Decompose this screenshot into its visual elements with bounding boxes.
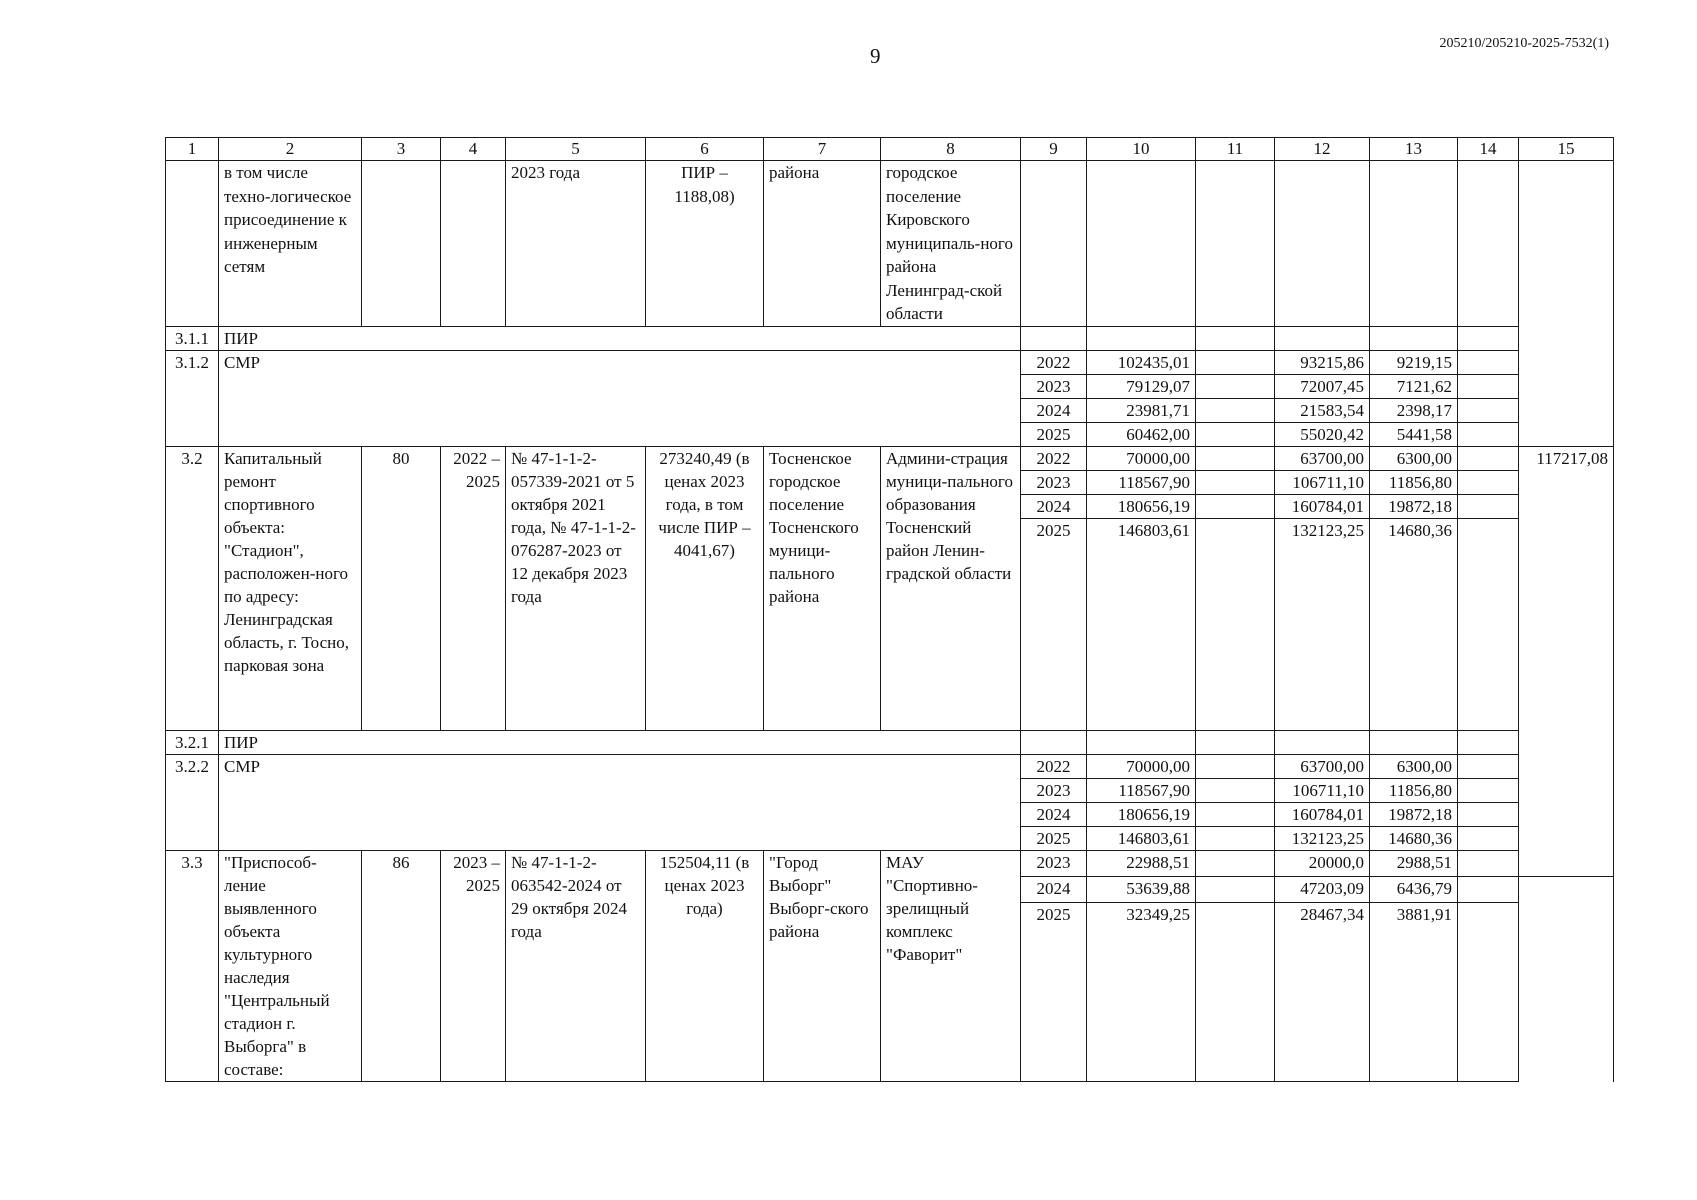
year: 2022 — [1021, 754, 1087, 778]
year: 2022 — [1021, 350, 1087, 374]
regional-value: 160784,01 — [1275, 802, 1370, 826]
header-cell: 2 — [219, 138, 362, 161]
total-value: 146803,61 — [1087, 518, 1196, 730]
year: 2025 — [1021, 422, 1087, 446]
municipality: "Город Выборг" Выборг-ского района — [764, 850, 881, 1081]
total-value: 70000,00 — [1087, 446, 1196, 470]
row-number: 3.1.2 — [166, 350, 219, 446]
period: 2022 – 2025 — [441, 446, 506, 730]
local-value: 2988,51 — [1370, 850, 1458, 876]
total-value: 146803,61 — [1087, 826, 1196, 850]
row-number: 3.2.1 — [166, 730, 219, 754]
cost-info: ПИР – 1188,08) — [646, 161, 764, 327]
header-cell: 9 — [1021, 138, 1087, 161]
regional-value: 47203,09 — [1275, 876, 1370, 902]
object-name: Капитальный ремонт спортивного объекта: "Стадион", расположен-ного по адресу: Ленинградская область, г. Тосно, парковая зона — [219, 446, 362, 730]
local-value: 9219,15 — [1370, 350, 1458, 374]
document-id: 205210/205210-2025-7532(1) — [1439, 36, 1609, 51]
header-cell: 1 — [166, 138, 219, 161]
table-row — [166, 326, 1614, 350]
total-value: 70000,00 — [1087, 754, 1196, 778]
year: 2025 — [1021, 826, 1087, 850]
regional-value: 132123,25 — [1275, 518, 1370, 730]
total-value: 180656,19 — [1087, 494, 1196, 518]
regional-value: 72007,45 — [1275, 374, 1370, 398]
regional-value: 160784,01 — [1275, 494, 1370, 518]
cost-info: 152504,11 (в ценах 2023 года) — [646, 850, 764, 1081]
cost-info: 273240,49 (в ценах 2023 года, в том числе ПИР – 4041,67) — [646, 446, 764, 730]
object-name: в том числе техно-логическое присоединение к инженерным сетям — [219, 161, 362, 327]
header-cell: 12 — [1275, 138, 1370, 161]
year: 2024 — [1021, 494, 1087, 518]
regional-value: 106711,10 — [1275, 470, 1370, 494]
municipality: Тосненское городское поселение Тосненского муници-пального района — [764, 446, 881, 730]
page-number: 9 — [870, 44, 881, 68]
regional-value: 63700,00 — [1275, 446, 1370, 470]
header-cell: 5 — [506, 138, 646, 161]
local-value: 11856,80 — [1370, 470, 1458, 494]
header-cell: 14 — [1458, 138, 1519, 161]
total-value: 79129,07 — [1087, 374, 1196, 398]
capacity: 80 — [362, 446, 441, 730]
regional-value: 63700,00 — [1275, 754, 1370, 778]
total-value: 32349,25 — [1087, 902, 1196, 1081]
total-value: 118567,90 — [1087, 470, 1196, 494]
row-label: СМР — [219, 350, 1021, 446]
year: 2024 — [1021, 876, 1087, 902]
table-row — [166, 350, 1614, 374]
year: 2024 — [1021, 802, 1087, 826]
regional-value: 28467,34 — [1275, 902, 1370, 1081]
table-row — [166, 850, 1614, 876]
table-row — [166, 754, 1614, 778]
year: 2023 — [1021, 470, 1087, 494]
local-value: 19872,18 — [1370, 802, 1458, 826]
object-name: "Приспособ-ление выявленного объекта культурного наследия "Центральный стадион г. Выборга" в составе: — [219, 850, 362, 1081]
municipality: района — [764, 161, 881, 327]
header-row — [166, 138, 1614, 161]
header-cell: 13 — [1370, 138, 1458, 161]
year: 2025 — [1021, 518, 1087, 730]
local-value: 11856,80 — [1370, 778, 1458, 802]
permit-info: № 47-1-1-2-057339-2021 от 5 октября 2021 года, № 47-1-1-2-076287-2023 от 12 декабря 2023 года — [506, 446, 646, 730]
program-table — [165, 137, 1614, 1082]
row-number: 3.2 — [166, 446, 219, 730]
header-cell: 6 — [646, 138, 764, 161]
customer: МАУ "Спортивно-зрелищный комплекс "Фаворит" — [881, 850, 1021, 1081]
year: 2023 — [1021, 850, 1087, 876]
header-cell: 8 — [881, 138, 1021, 161]
local-value: 2398,17 — [1370, 398, 1458, 422]
header-cell: 11 — [1196, 138, 1275, 161]
local-value: 19872,18 — [1370, 494, 1458, 518]
table-row — [166, 730, 1614, 754]
row-label: ПИР — [219, 326, 1021, 350]
row-label: СМР — [219, 754, 1021, 850]
balance-value: 117217,08 — [1519, 446, 1614, 876]
total-value: 180656,19 — [1087, 802, 1196, 826]
capacity: 86 — [362, 850, 441, 1081]
permit-info: № 47-1-1-2-063542-2024 от 29 октября 2024 года — [506, 850, 646, 1081]
header-cell: 10 — [1087, 138, 1196, 161]
customer: Админи-страция муници-пального образования Тосненский район Ленин-градской области — [881, 446, 1021, 730]
table-row — [166, 446, 1614, 470]
year: 2025 — [1021, 902, 1087, 1081]
local-value: 14680,36 — [1370, 518, 1458, 730]
local-value: 14680,36 — [1370, 826, 1458, 850]
year: 2022 — [1021, 446, 1087, 470]
regional-value: 93215,86 — [1275, 350, 1370, 374]
regional-value: 106711,10 — [1275, 778, 1370, 802]
total-value: 102435,01 — [1087, 350, 1196, 374]
total-value: 23981,71 — [1087, 398, 1196, 422]
regional-value: 132123,25 — [1275, 826, 1370, 850]
year: 2023 — [1021, 778, 1087, 802]
header-cell: 4 — [441, 138, 506, 161]
local-value: 3881,91 — [1370, 902, 1458, 1081]
regional-value: 55020,42 — [1275, 422, 1370, 446]
customer: городское поселение Кировского муниципаль-ного района Ленинград-ской области — [881, 161, 1021, 327]
permit-info: 2023 года — [506, 161, 646, 327]
regional-value: 20000,0 — [1275, 850, 1370, 876]
local-value: 6436,79 — [1370, 876, 1458, 902]
year: 2023 — [1021, 374, 1087, 398]
continuation-row — [166, 161, 1614, 327]
local-value: 5441,58 — [1370, 422, 1458, 446]
header-cell: 15 — [1519, 138, 1614, 161]
year: 2024 — [1021, 398, 1087, 422]
local-value: 7121,62 — [1370, 374, 1458, 398]
local-value: 6300,00 — [1370, 446, 1458, 470]
row-number: 3.3 — [166, 850, 219, 1081]
total-value: 22988,51 — [1087, 850, 1196, 876]
header-cell: 7 — [764, 138, 881, 161]
regional-value: 21583,54 — [1275, 398, 1370, 422]
header-cell: 3 — [362, 138, 441, 161]
local-value: 6300,00 — [1370, 754, 1458, 778]
row-number: 3.2.2 — [166, 754, 219, 850]
period: 2023 – 2025 — [441, 850, 506, 1081]
total-value: 118567,90 — [1087, 778, 1196, 802]
total-value: 60462,00 — [1087, 422, 1196, 446]
total-value: 53639,88 — [1087, 876, 1196, 902]
row-number: 3.1.1 — [166, 326, 219, 350]
row-label: ПИР — [219, 730, 1021, 754]
